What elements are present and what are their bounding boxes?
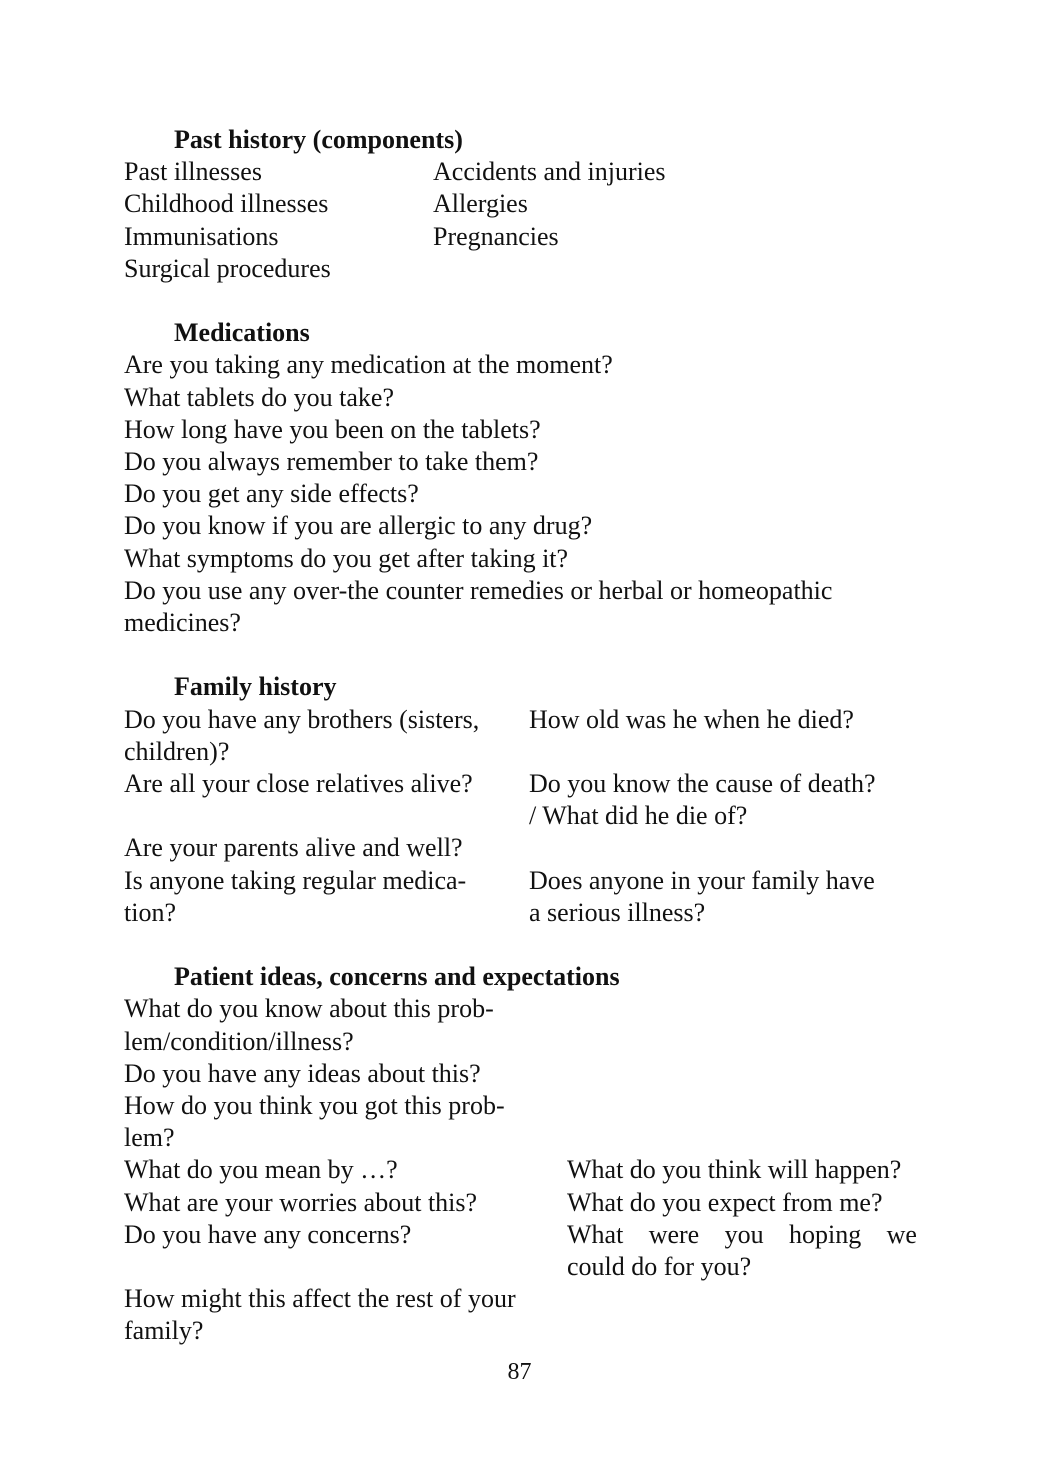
word: we <box>886 1219 917 1249</box>
past-history-list <box>124 156 944 285</box>
patient-ideas-right-column <box>567 1154 944 1347</box>
question-line: lem? <box>124 1123 175 1153</box>
question-line: What do you think will happen? <box>567 1155 902 1185</box>
question-line: Do you use any over-the counter remedies or herbal or homeopathic <box>124 575 833 605</box>
question-line: a serious illness? <box>529 897 706 927</box>
question-line: What do you expect from me? <box>567 1187 883 1217</box>
family-history-left-column <box>124 704 529 929</box>
list-item: Immunisations <box>124 221 279 251</box>
question-line: Are you taking any medication at the moment? <box>124 350 613 380</box>
list-item: Past illnesses <box>124 157 262 187</box>
past-history-heading: Past history (components) <box>174 125 463 154</box>
question-line: How might this affect the rest of your <box>124 1284 516 1314</box>
patient-ideas-intro <box>124 993 944 1154</box>
question-line: family? <box>124 1316 204 1346</box>
list-item: Childhood illnesses <box>124 189 329 219</box>
question-line: How long have you been on the tablets? <box>124 414 541 444</box>
list-item: Accidents and injuries <box>433 157 666 187</box>
question-line: Does anyone in your family have <box>529 865 875 895</box>
question-line: Do you have any brothers (sisters, <box>124 704 480 734</box>
question-line: lem/condition/illness? <box>124 1026 354 1056</box>
list-item: Pregnancies <box>433 221 559 251</box>
question-line: What are your worries about this? <box>124 1187 478 1217</box>
patient-ideas-questions <box>124 1154 944 1347</box>
list-item: Allergies <box>433 189 528 219</box>
question-line: could do for you? <box>567 1252 752 1282</box>
word: you <box>724 1219 764 1249</box>
word: hoping <box>789 1219 862 1249</box>
question-line: Are all your close relatives alive? <box>124 769 473 799</box>
question-line: Do you get any side effects? <box>124 479 419 509</box>
question-line: / What did he die of? <box>529 801 748 831</box>
question-line: Do you know if you are allergic to any drug? <box>124 511 593 541</box>
past-history-left-column <box>124 156 433 285</box>
question-line: What do you mean by …? <box>124 1155 398 1185</box>
question-line: Do you always remember to take them? <box>124 447 539 477</box>
question-line: Do you have any ideas about this? <box>124 1058 481 1088</box>
word: were <box>648 1219 700 1249</box>
past-history-right-column <box>433 156 944 285</box>
question-line: What tablets do you take? <box>124 382 395 412</box>
family-history-questions <box>124 704 944 929</box>
justified-question-line <box>567 1219 917 1251</box>
family-history-right-column <box>529 704 944 929</box>
page-content <box>124 124 944 1348</box>
list-item: Surgical procedures <box>124 253 331 283</box>
patient-ideas-left-column <box>124 1154 567 1347</box>
question-line: Do you know the cause of death? <box>529 769 876 799</box>
question-line: How old was he when he died? <box>529 704 854 734</box>
question-line: Do you have any concerns? <box>124 1219 412 1249</box>
question-line: children)? <box>124 736 230 766</box>
question-line: How do you think you got this prob- <box>124 1091 505 1121</box>
question-line: medicines? <box>124 608 241 638</box>
medications-questions <box>124 349 944 639</box>
question-line: What symptoms do you get after taking it? <box>124 543 569 573</box>
family-history-heading: Family history <box>174 672 337 702</box>
question-line: tion? <box>124 897 176 927</box>
page-number: 87 <box>507 1359 532 1385</box>
word: What <box>567 1219 624 1249</box>
medications-heading: Medications <box>174 318 310 348</box>
question-line: Is anyone taking regular medica- <box>124 865 467 895</box>
question-line: Are your parents alive and well? <box>124 833 463 863</box>
question-line: What do you know about this prob- <box>124 994 494 1024</box>
patient-ideas-heading: Patient ideas, concerns and expectations <box>174 962 620 992</box>
